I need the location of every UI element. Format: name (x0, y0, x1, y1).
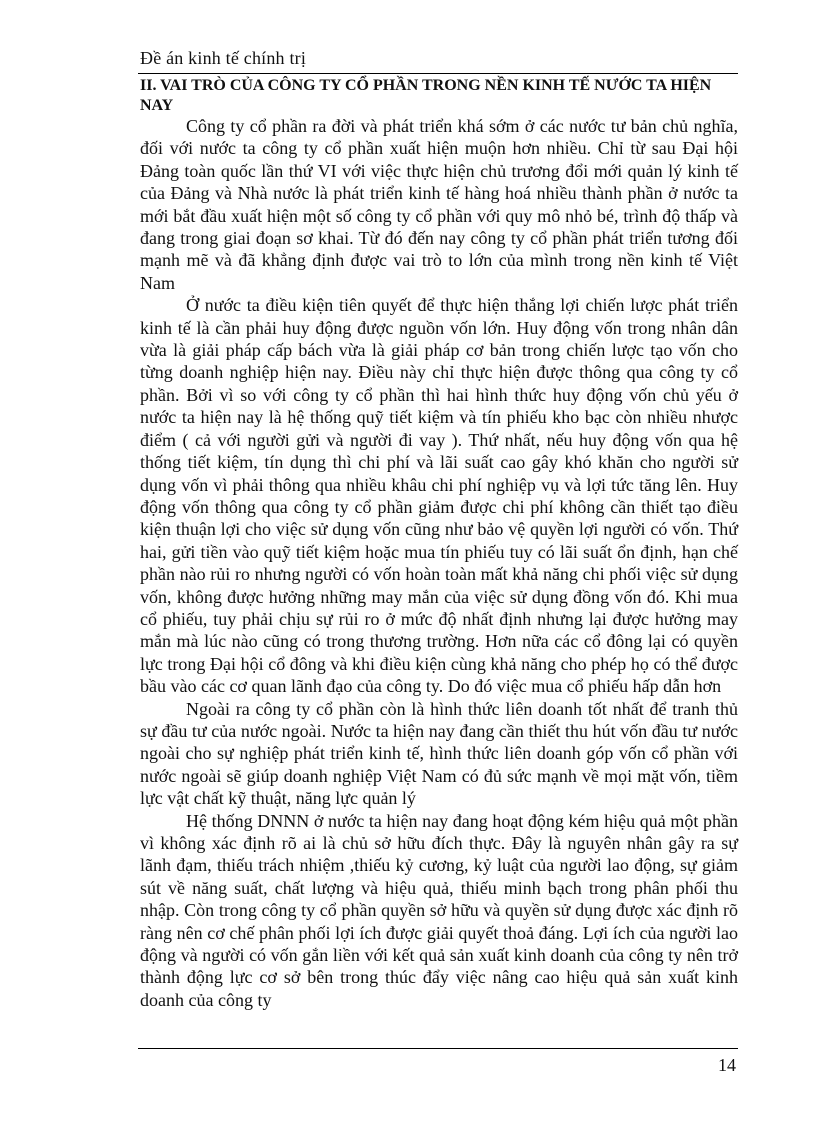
footer-divider (138, 1048, 738, 1049)
paragraph: Công ty cổ phần ra đời và phát triển khá sớm ở các nước tư bản chủ nghĩa, đối với nước ta công ty cổ phần xuất hiện muộn hơn nhiều. Chỉ từ sau Đại hội Đảng toàn quốc lần thứ VI với việc thực hiện chủ trương đổi mới quản lý kinh tế của Đảng và Nhà nước là phát triển kinh tế hàng hoá nhiều thành phần ở nước ta mới bắt đầu xuất hiện một số công ty cổ phần với quy mô nhỏ bé, trình độ thấp và đang trong giai đoạn sơ khai. Từ đó đến nay công ty cổ phần phát triển tương đối mạnh mẽ và đã khẳng định được vai trò to lớn của mình trong nền kinh tế Việt Nam (140, 116, 738, 293)
paragraph: Ở nước ta điều kiện tiên quyết để thực hiện thắng lợi chiến lược phát triển kinh tế là cần phải huy động được nguồn vốn lớn. Huy động vốn trong nhân dân vừa là giải pháp cấp bách vừa là giải pháp cơ bản trong chiến lược tạo vốn cho từng doanh nghiệp hiện nay. Điều này chỉ thực hiện được thông qua công ty cổ phần. Bởi vì so với công ty cổ phần thì hai hình thức huy động vốn chủ yếu ở nước ta hiện nay là hệ thống quỹ tiết kiệm và tín phiếu kho bạc còn nhiều nhược điểm ( cả với người gửi và người đi vay ). Thứ nhất, nếu huy động vốn qua hệ thống tiết kiệm, tín dụng thì chi phí và lãi suất cao gây khó khăn cho người sử dụng vốn vì phải thông qua nhiều khâu chi phí nghiệp vụ và lợi tức tăng lên. Huy động vốn thông qua công ty cổ phần giảm được chi phí không cần thiết tạo điều kiện thuận lợi cho việc sử dụng vốn cũng như bảo vệ quyền lợi người có vốn. Thứ hai, gửi tiền vào quỹ tiết kiệm hoặc mua tín phiếu tuy có lãi suất ổn định, hạn chế phần nào rủi ro nhưng người có vốn hoàn toàn mất khả năng chi phối việc sử dụng vốn, không được hưởng những may mắn của việc sử dụng đồng vốn đó. Khi mua cổ phiếu, tuy phải chịu sự rủi ro ở mức độ nhất định nhưng lại được hưởng may mắn mà lúc nào cũng có trong thương trường. Hơn nữa các cổ đông lại có quyền lực trong Đại hội cổ đông và khi điều kiện cùng khả năng cho phép họ có thể được bầu vào các cơ quan lãnh đạo của công ty. Do đó việc mua cổ phiếu hấp dẫn hơn (140, 295, 738, 697)
section-heading: II. VAI TRÒ CỦA CÔNG TY CỔ PHẦN TRONG NỀN KINH TẾ NƯỚC TA HIỆN NAY (140, 77, 712, 114)
paragraph: Hệ thống DNNN ở nước ta hiện nay đang hoạt động kém hiệu quả một phần vì không xác định rõ ai là chủ sở hữu đích thực. Đây là nguyên nhân gây ra sự lãnh đạm, thiếu trách nhiệm ,thiếu kỷ cương, kỷ luật của người lao động, sự giảm sút về năng suất, chất lượng và hiệu quả, thiếu minh bạch trong phân phối thu nhập. Còn trong công ty cổ phần quyền sở hữu và quyền sử dụng được xác định rõ ràng nên cơ chế phân phối lợi ích được giải quyết thoả đáng. Lợi ích của người lao động và người có vốn gắn liền với kết quả sản xuất kinh doanh của công ty nên trở thành động lực cơ sở bên trong thúc đẩy việc nâng cao hiệu quả sản xuất kinh doanh của công ty (140, 810, 738, 1010)
page-number: 14 (718, 1055, 736, 1075)
header-divider (138, 73, 738, 74)
document-header: Đề án kinh tế chính trị (140, 48, 307, 68)
paragraph: Ngoài ra công ty cổ phần còn là hình thức liên doanh tốt nhất để tranh thủ sự đầu tư của nước ngoài. Nước ta hiện nay đang cần thiết thu hút vốn đầu tư nước ngoài cho sự nghiệp phát triển kinh tế, hình thức liên doanh góp vốn cổ phần với nước ngoài sẽ giúp doanh nghiệp Việt Nam có đủ sức mạnh về mọi mặt vốn, tiềm lực vật chất kỹ thuật, năng lực quản lý (140, 698, 738, 809)
document-body (140, 115, 738, 1011)
